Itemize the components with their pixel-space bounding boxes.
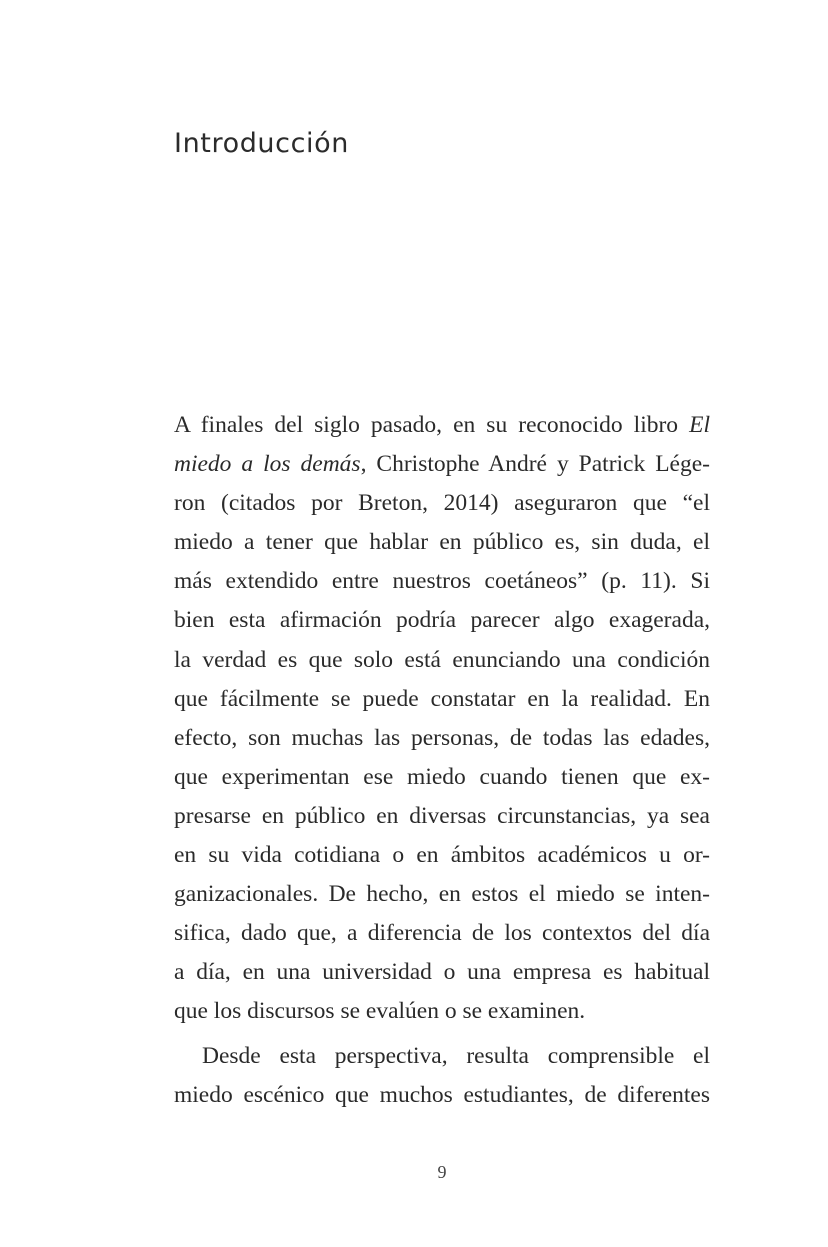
text-line: en su vida cotidiana o en ámbitos académicos u or- (174, 842, 710, 869)
text-line: Desde esta perspectiva, resulta comprensible el (202, 1042, 710, 1069)
paragraph-2 (174, 1037, 710, 1115)
text-line: miedo a tener que hablar en público es, sin duda, el (174, 529, 710, 556)
text-line: A finales del siglo pasado, en su reconocido libro El (174, 412, 710, 438)
text-line: a día, en una universidad o una empresa es habitual (174, 959, 710, 986)
text-line: ganizacionales. De hecho, en estos el miedo se inten- (174, 881, 710, 908)
text-line: que fácilmente se puede constatar en la realidad. En (174, 685, 710, 712)
text-line: que experimentan ese miedo cuando tienen que ex- (174, 763, 710, 790)
text-line: la verdad es que solo está enunciando una condición (174, 646, 710, 673)
text-line: miedo a los demás, Christophe André y Patrick Lége- (174, 451, 710, 478)
text-line: que los discursos se evalúen o se examinen. (174, 998, 586, 1025)
text-line: bien esta afirmación podría parecer algo exagerada, (174, 607, 710, 634)
text-line: presarse en público en diversas circunstancias, ya sea (174, 802, 710, 829)
body-text (174, 406, 710, 1115)
text-line: más extendido entre nuestros coetáneos” (p. 11). Si (174, 568, 710, 595)
paragraph-1 (174, 406, 710, 1032)
chapter-title: Introducción (174, 128, 349, 159)
text-line: sifica, dado que, a diferencia de los contextos del día (174, 920, 710, 947)
text-line: efecto, son muchas las personas, de todas las edades, (174, 724, 710, 751)
text-line: ron (citados por Breton, 2014) aseguraron que “el (174, 490, 710, 517)
page-number: 9 (437, 1162, 447, 1182)
text-line: miedo escénico que muchos estudiantes, de diferentes (174, 1081, 710, 1108)
